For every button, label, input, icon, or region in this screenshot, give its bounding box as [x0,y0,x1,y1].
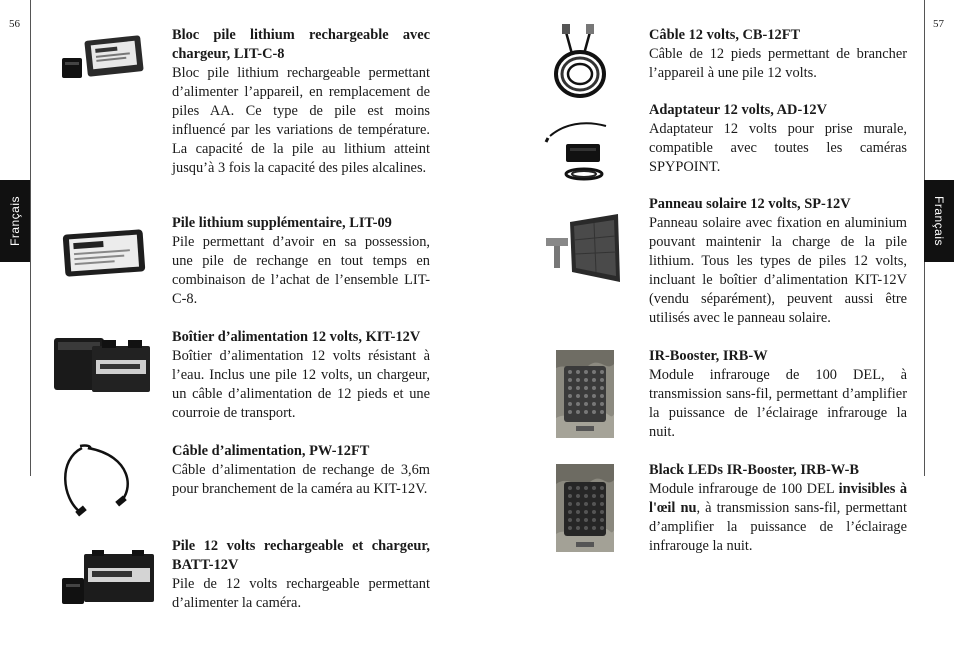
product-description: Boîtier d’alimentation 12 volts résistant à l’eau. Inclus une pile 12 volts, un chargeur, un câble d’alimentation de 12 pieds et une courroie de transport. [172,348,430,421]
product-item-lit-09 [172,214,430,309]
solar-panel-image [544,212,624,292]
black-led-ir-booster-image [554,462,616,554]
product-title: IR-Booster, IRB-W [649,348,768,364]
product-description: Câble de 12 pieds permettant de brancher l’appareil à une pile 12 volts. [649,46,907,81]
margin-line-left [30,0,31,476]
ir-booster-image [554,348,616,440]
language-tab-left [0,180,30,262]
product-item-ad-12v [649,101,907,177]
description-part: , à transmission sans-fil, permettant d’amplifier la puissance de l’éclairage infrarouge la nuit. [649,500,907,554]
cable-12v-image [550,22,610,102]
product-title: Black LEDs IR-Booster, IRB-W-B [649,462,860,478]
product-item-lit-c-8 [172,26,430,178]
product-title: Boîtier d’alimentation 12 volts, KIT-12V [172,329,421,345]
battery-12v-image [58,548,158,610]
product-description: Pile permettant d’avoir en sa possession, une pile de rechange en tout temps en combinaison de l’achat de l’ensemble LIT-C-8. [172,234,430,307]
product-title: Pile lithium supplémentaire, LIT-09 [172,215,392,231]
adapter-12v-image [544,106,614,186]
product-title: Pile 12 volts rechargeable et chargeur, BATT-12V [172,538,430,573]
page-number-left: 56 [9,18,20,30]
product-title: Panneau solaire 12 volts, SP-12V [649,196,851,212]
language-tab-label: Français [932,195,947,247]
language-tab-label: Français [8,195,23,247]
page-number-right: 57 [933,18,944,30]
power-box-image [50,330,155,400]
product-item-pw-12ft [172,442,430,499]
product-description: Adaptateur 12 volts pour prise murale, compatible avec toutes les caméras SPYPOINT. [649,121,907,175]
product-item-kit-12v [172,328,430,423]
description-emphasis: invisibles à l'œil nu [649,481,908,516]
power-cable-image [62,440,142,520]
product-description: Module infrarouge de 100 DEL, à transmission sans-fil, permettant d’amplifier la puissance de l’éclairage infrarouge la nuit. [649,367,907,440]
language-tab-right [924,180,954,262]
product-item-irb-w-b [649,461,907,556]
product-item-sp-12v [649,195,907,328]
product-title: Bloc pile lithium rechargeable avec chargeur, LIT-C-8 [172,27,430,62]
product-description: Panneau solaire avec fixation en aluminium pouvant maintenir la charge de la pile lithium. Tous les types de piles 12 volts, incluant le boîtier d’alimentation KIT-12V (vendu séparément), peuvent aussi être utilisés avec le panneau solaire. [649,215,907,326]
product-item-batt-12v [172,537,430,613]
product-title: Adaptateur 12 volts, AD-12V [649,102,828,118]
product-description: Câble d’alimentation de rechange de 3,6m pour branchement de la caméra au KIT-12V. [172,462,430,497]
product-title: Câble 12 volts, CB-12FT [649,27,801,43]
lithium-battery-image [60,228,150,278]
product-description [649,480,907,556]
description-part: Module infrarouge de 100 DEL [649,481,839,497]
product-title: Câble d’alimentation, PW-12FT [172,443,370,459]
lithium-battery-charger-image [56,34,146,84]
product-description: Pile de 12 volts rechargeable permettant d’alimenter la caméra. [172,576,430,611]
product-item-irb-w [649,347,907,442]
product-description: Bloc pile lithium rechargeable permettant d’alimenter l’appareil, en remplacement de piles AA. Ce type de pile est moins influencé par les variations de température. La capacité de la pile au lithium atteint jusqu’à 3 fois la capacité des piles alcalines. [172,65,430,176]
product-item-cb-12ft [649,26,907,83]
